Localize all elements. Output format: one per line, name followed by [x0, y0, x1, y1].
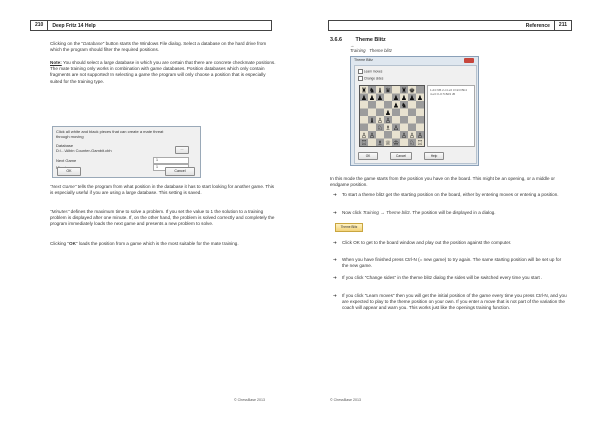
- theme-blitz-menu-button[interactable]: Theme Blitz: [335, 223, 363, 232]
- chess-piece-icon[interactable]: ♕: [385, 138, 391, 146]
- bullet-now-click: Now click Training → Theme blitz. The position will be displayed in a dialog.: [342, 210, 496, 215]
- board-square[interactable]: [384, 131, 392, 139]
- chess-piece-icon[interactable]: ♘: [377, 123, 383, 132]
- board-square[interactable]: [376, 131, 384, 139]
- bullet-click-ok: Click OK to get to the board window and play out the position against the computer.: [342, 240, 512, 245]
- chess-piece-icon[interactable]: ♙: [385, 116, 391, 125]
- chess-piece-icon[interactable]: ♞: [369, 86, 375, 95]
- board-square[interactable]: [416, 101, 424, 109]
- note-label: Note:: [50, 60, 62, 65]
- chess-piece-icon[interactable]: ♖: [361, 138, 367, 146]
- board-square[interactable]: [368, 139, 376, 147]
- bullet-arrow-icon: ➔: [333, 293, 337, 298]
- chess-piece-icon[interactable]: ♞: [401, 101, 407, 110]
- chess-board[interactable]: [359, 85, 425, 147]
- board-square[interactable]: [368, 101, 376, 109]
- paragraph-intro: In this mode the game starts from the position you have on the board. This might be an opening, or a middle or endgame position.: [330, 176, 555, 188]
- right-header-title: Reference: [525, 22, 550, 29]
- board-square[interactable]: [400, 109, 408, 117]
- board-square[interactable]: [360, 109, 368, 117]
- ok-button[interactable]: OK: [57, 167, 81, 176]
- database-label: Database: [56, 143, 74, 148]
- board-square[interactable]: [400, 139, 408, 147]
- board-square[interactable]: [384, 94, 392, 102]
- paragraph-database-button: Clicking on the "Database" button starts the Windows File dialog. Select a database on the hard drive from which the program should filter the required positions.: [50, 41, 267, 53]
- checkbox-icon: [358, 76, 363, 81]
- chess-piece-icon[interactable]: ♗: [385, 123, 391, 132]
- section-title: Theme Blitz: [355, 37, 386, 43]
- board-square[interactable]: [408, 109, 416, 117]
- notation-panel: [427, 85, 475, 147]
- board-square[interactable]: [376, 109, 384, 117]
- chess-piece-icon[interactable]: ♙: [369, 131, 375, 140]
- chess-piece-icon[interactable]: ♝: [377, 86, 383, 95]
- chess-piece-icon[interactable]: ♜: [361, 86, 367, 95]
- bullet-arrow-icon: ➔: [333, 240, 337, 245]
- chess-piece-icon[interactable]: ♙: [393, 123, 399, 132]
- chess-piece-icon[interactable]: ♖: [417, 138, 423, 146]
- chess-piece-icon[interactable]: ♛: [385, 86, 391, 95]
- option-learn-moves[interactable]: Learn moves: [358, 69, 382, 74]
- board-square[interactable]: [416, 116, 424, 124]
- dialog-ok-button[interactable]: OK: [358, 152, 378, 160]
- left-page-header: [30, 20, 272, 31]
- right-page-number: 211: [554, 21, 571, 30]
- breadcrumb: → Training Theme blitz: [350, 43, 392, 53]
- bullet-arrow-icon: ➔: [333, 192, 337, 197]
- chess-piece-icon[interactable]: ♟: [393, 93, 399, 102]
- chess-piece-icon[interactable]: ♙: [417, 131, 423, 140]
- bullet-arrow-icon: ➔: [333, 275, 337, 280]
- board-square[interactable]: [392, 109, 400, 117]
- chess-piece-icon[interactable]: ♟: [409, 93, 415, 102]
- next-game-input[interactable]: 1: [153, 157, 189, 164]
- chess-piece-icon[interactable]: ♙: [377, 116, 383, 125]
- theme-blitz-dialog: [350, 56, 479, 166]
- chess-piece-icon[interactable]: ♟: [393, 101, 399, 110]
- board-square[interactable]: [392, 86, 400, 94]
- board-square[interactable]: [360, 101, 368, 109]
- board-square[interactable]: [408, 101, 416, 109]
- minutes-input[interactable]: 1: [153, 164, 189, 171]
- close-icon[interactable]: [464, 58, 474, 63]
- chess-piece-icon[interactable]: ♙: [361, 131, 367, 140]
- section-number: 3.6.6: [330, 37, 342, 43]
- board-square[interactable]: [416, 109, 424, 117]
- chess-piece-icon[interactable]: ♟: [417, 93, 423, 102]
- dialog-instruction: Click all white and black pieces that can create a mate threat through moving: [56, 129, 164, 139]
- chess-piece-icon[interactable]: ♙: [401, 131, 407, 140]
- cancel-button[interactable]: Cancel: [165, 167, 195, 176]
- bullet-start: To start a theme blitz get the starting position on the board, either by entering moves or entering a position.: [342, 192, 559, 197]
- chess-piece-icon[interactable]: ♟: [377, 93, 383, 102]
- board-square[interactable]: [368, 109, 376, 117]
- paragraph-next-game: "Next Game" tells the program from what position in the database it has to start looking for another game. This is especially useful if you are using a large database. This setting is saved.: [50, 184, 275, 196]
- board-square[interactable]: [408, 116, 416, 124]
- board-square[interactable]: [392, 116, 400, 124]
- left-footer: © ChessBase 2013: [234, 398, 266, 402]
- chess-piece-icon[interactable]: ♘: [409, 138, 415, 146]
- checkbox-icon: [358, 69, 363, 74]
- board-square[interactable]: [384, 101, 392, 109]
- paragraph-ok: Clicking "OK" loads the position from a game which is the most suitable for the mate training.: [50, 241, 239, 246]
- chess-board-svg: [360, 86, 424, 146]
- board-square[interactable]: [416, 124, 424, 132]
- board-square[interactable]: [360, 124, 368, 132]
- database-path: D:\...\Albin Counter-Gambit.cbh: [56, 148, 112, 153]
- board-square[interactable]: [408, 124, 416, 132]
- left-page-number: 210: [31, 21, 48, 30]
- chess-piece-icon[interactable]: ♟: [361, 93, 367, 102]
- board-square[interactable]: [368, 124, 376, 132]
- paragraph-note: Note: You should select a large database in which you are certain that there are concrete checkmate positions. The mate training only works in combination with game databases. Position databases which only contain fragments are not supported! In selecting a game the program will only choose a position that is especially suited for the training type.: [50, 60, 276, 84]
- chess-piece-icon[interactable]: ♟: [401, 93, 407, 102]
- paragraph-minutes: "Minutes" defines the maximum time to solve a problem. If you set the value to 1 the solution to a training problem is displayed after one minute. If, on the other hand, the problem is solved correctly and completely the program immediately loads the next game and presents a new problem to solve.: [50, 209, 275, 227]
- chess-piece-icon[interactable]: ♝: [369, 116, 375, 125]
- chess-piece-icon[interactable]: ♟: [385, 108, 391, 117]
- bullet-arrow-icon: ➔: [333, 210, 337, 215]
- dialog-title: Theme Blitz: [354, 58, 373, 62]
- chess-piece-icon[interactable]: ♔: [393, 138, 399, 146]
- chess-piece-icon[interactable]: ♚: [409, 86, 415, 95]
- right-page-header: [328, 20, 572, 31]
- chess-piece-icon[interactable]: ♜: [401, 86, 407, 95]
- dialog-body: [354, 65, 477, 164]
- board-square[interactable]: [400, 124, 408, 132]
- bullet-change-sides: If you click "Change sides" in the theme blitz dialog the sides will be switched every time you start .: [342, 275, 543, 280]
- option-change-sides[interactable]: Change sides: [358, 76, 383, 81]
- board-square[interactable]: [416, 86, 424, 94]
- next-game-label: Next Game: [56, 158, 77, 163]
- chess-piece-icon[interactable]: ♟: [369, 93, 375, 102]
- board-square[interactable]: [376, 101, 384, 109]
- chess-piece-icon[interactable]: ♗: [377, 138, 383, 146]
- board-square[interactable]: [392, 131, 400, 139]
- chess-piece-icon[interactable]: ♙: [409, 131, 415, 140]
- right-footer: © ChessBase 2013: [330, 398, 362, 402]
- bullet-arrow-icon: ➔: [333, 257, 337, 262]
- browse-database-button[interactable]: ...: [175, 146, 189, 154]
- bullet-ctrl-n: When you have finished press Ctrl-N (= new game) to try again. The same starting position will be set up for the new game.: [342, 257, 562, 269]
- dialog-cancel-button[interactable]: Cancel: [390, 152, 412, 160]
- board-square[interactable]: [360, 116, 368, 124]
- bullet-learn-moves: If you click "Learn moves" then you will get the initial position of the game every time you press Ctrl-N, and you are expected to play to the theme position on your own. If you enter a move that is not part of the variation the coach will appear and warn you. This works just like the openings training function.: [342, 293, 567, 311]
- left-header-title: Deep Fritz 14 Help: [52, 22, 96, 29]
- dialog-help-button[interactable]: Help: [424, 152, 444, 160]
- board-square[interactable]: [400, 116, 408, 124]
- notation-text: 1.d4 Nf6 2.c4 e6 3.Nc3 Bb4 4.e3 O-O 5.Bd3 d5: [430, 88, 467, 96]
- breadcrumb-arrow: →: [350, 43, 355, 48]
